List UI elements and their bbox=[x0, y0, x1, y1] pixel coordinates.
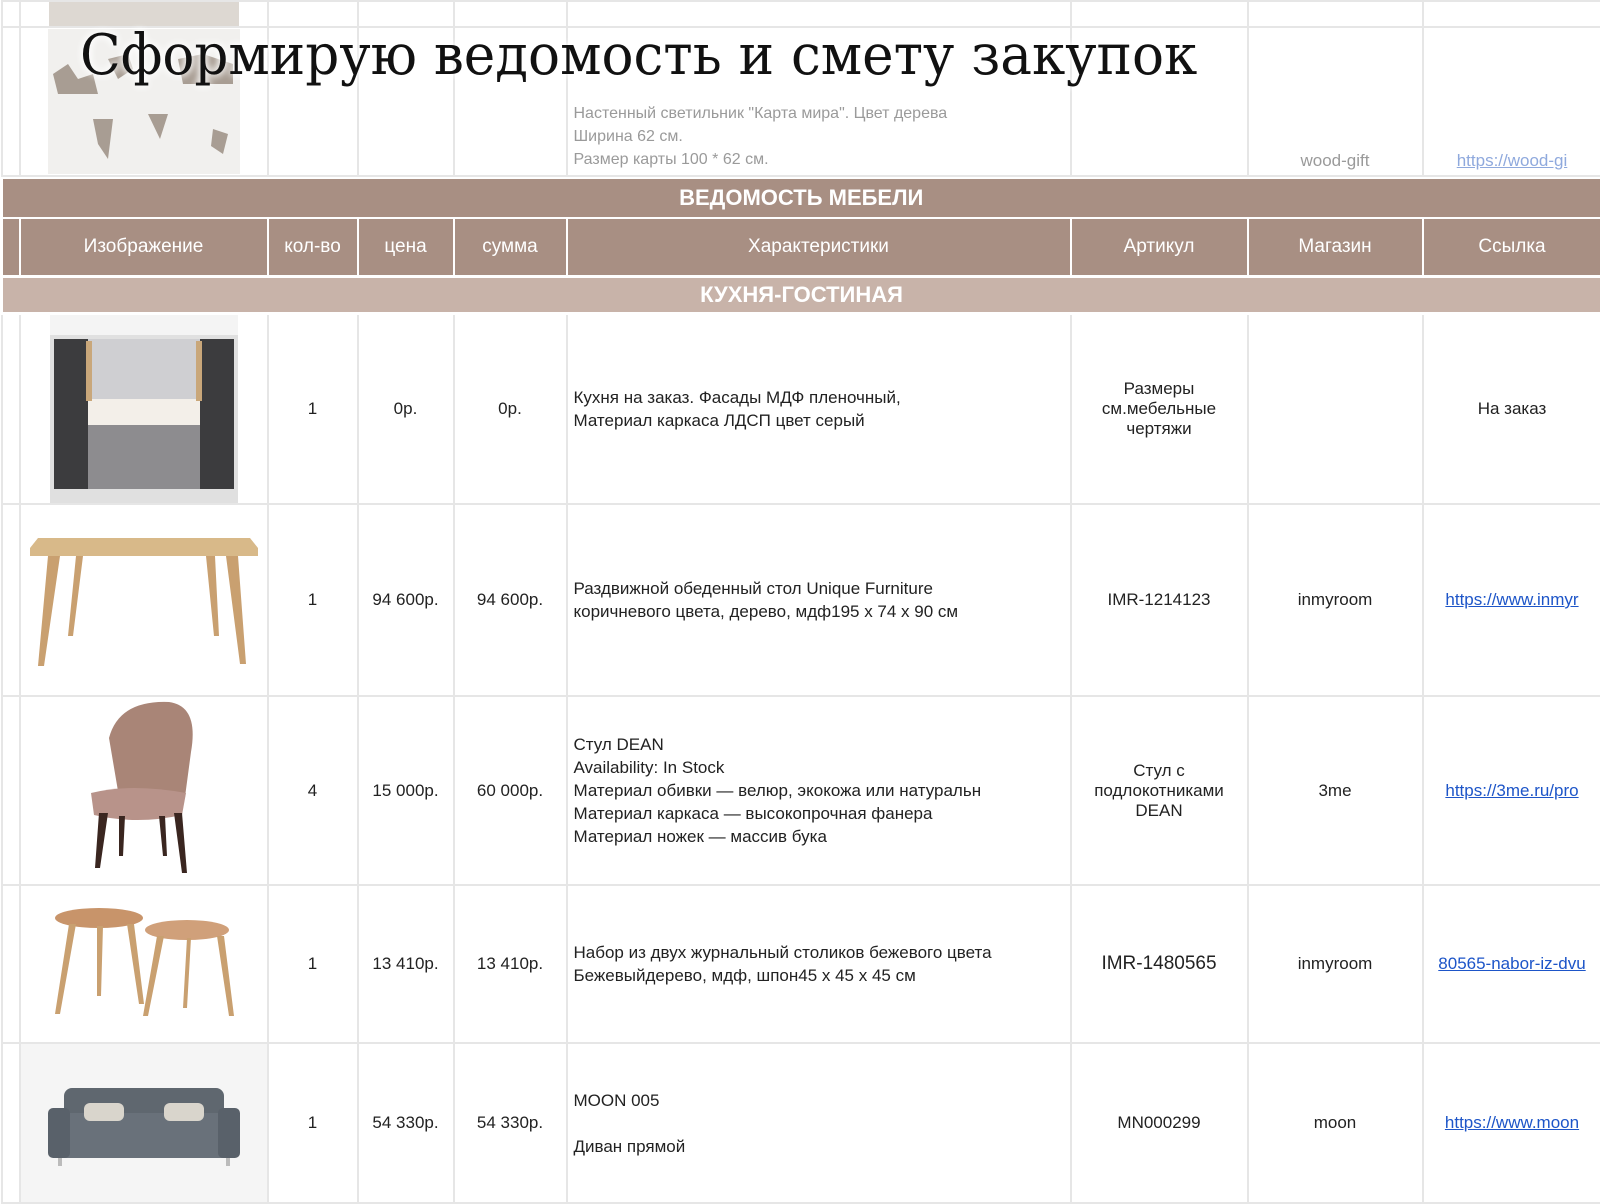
article-cell: MN000299 bbox=[1071, 1043, 1248, 1203]
table-row bbox=[2, 885, 1600, 1043]
qty-cell: 1 bbox=[268, 885, 358, 1043]
dining-table-image bbox=[20, 504, 268, 696]
kitchen-image bbox=[20, 313, 268, 504]
shop-cell: wood-gift bbox=[1248, 27, 1423, 176]
article-cell: IMR-1214123 bbox=[1071, 504, 1248, 696]
product-link[interactable]: https://3me.ru/pro bbox=[1445, 781, 1578, 800]
shop-cell: inmyroom bbox=[1248, 504, 1423, 696]
table-row bbox=[2, 504, 1600, 696]
table-row bbox=[2, 696, 1600, 885]
description-line: Настенный светильник "Карта мира". Цвет дерева bbox=[574, 102, 1070, 125]
product-link[interactable]: 80565-nabor-iz-dvu bbox=[1438, 954, 1585, 973]
overlay-title: Сформирую ведомость и смету закупок bbox=[80, 24, 1197, 88]
product-link[interactable]: https://www.moon bbox=[1445, 1113, 1579, 1132]
price-cell: 13 410р. bbox=[358, 885, 454, 1043]
description-line: Стул DEAN bbox=[574, 733, 1070, 756]
description-line: MOON 005 bbox=[574, 1089, 1070, 1112]
sum-cell: 54 330р. bbox=[454, 1043, 567, 1203]
article-line: чертяжи bbox=[1072, 419, 1247, 439]
table-row bbox=[2, 1043, 1600, 1203]
description-line: Материал ножек — массив бука bbox=[574, 825, 1070, 848]
sum-cell: 60 000р. bbox=[454, 696, 567, 885]
description-line: Набор из двух журнальный столиков бежевого цвета bbox=[574, 941, 1070, 964]
description-line: Ширина 62 см. bbox=[574, 125, 1070, 148]
shop-cell bbox=[1248, 313, 1423, 504]
shop-cell: moon bbox=[1248, 1043, 1423, 1203]
description-line: Материал каркаса — высокопрочная фанера bbox=[574, 802, 1070, 825]
header-sum: сумма bbox=[454, 218, 567, 276]
chair-image bbox=[20, 696, 268, 885]
price-cell: 15 000р. bbox=[358, 696, 454, 885]
qty-cell: 1 bbox=[268, 504, 358, 696]
coffee-tables-image bbox=[20, 885, 268, 1043]
description-line: коричневого цвета, дерево, мдф195 х 74 х 90 см bbox=[574, 600, 1070, 623]
description-line: Кухня на заказ. Фасады МДФ пленочный, bbox=[574, 386, 1070, 409]
description-line: Раздвижной обеденный стол Unique Furniture bbox=[574, 577, 1070, 600]
section-title: КУХНЯ-ГОСТИНАЯ bbox=[2, 276, 1600, 313]
header-price: цена bbox=[358, 218, 454, 276]
article-line: Стул с bbox=[1072, 761, 1247, 781]
price-cell: 94 600р. bbox=[358, 504, 454, 696]
product-link[interactable]: https://wood-gi bbox=[1457, 151, 1568, 170]
sofa-image bbox=[20, 1043, 268, 1203]
price-cell: 54 330р. bbox=[358, 1043, 454, 1203]
header-description: Характеристики bbox=[567, 218, 1071, 276]
description-line: Бежевыйдерево, мдф, шпон45 х 45 х 45 см bbox=[574, 964, 1070, 987]
description-line: Диван прямой bbox=[574, 1135, 1070, 1158]
header-row bbox=[2, 218, 1600, 276]
article-line: см.мебельные bbox=[1072, 399, 1247, 419]
description-line: Размер карты 100 * 62 см. bbox=[574, 148, 1070, 171]
qty-cell: 4 bbox=[268, 696, 358, 885]
header-article: Артикул bbox=[1071, 218, 1248, 276]
shop-cell: inmyroom bbox=[1248, 885, 1423, 1043]
qty-cell: 1 bbox=[268, 1043, 358, 1203]
sum-cell: 94 600р. bbox=[454, 504, 567, 696]
article-cell: IMR-1480565 bbox=[1071, 885, 1248, 1043]
product-link[interactable]: https://www.inmyr bbox=[1445, 590, 1578, 609]
sum-cell: 0р. bbox=[454, 313, 567, 504]
header-qty: кол-во bbox=[268, 218, 358, 276]
article-line: Размеры bbox=[1072, 379, 1247, 399]
description-line: Материал обивки — велюр, экокожа или натуральн bbox=[574, 779, 1070, 802]
link-cell: На заказ bbox=[1423, 313, 1600, 504]
header-image: Изображение bbox=[20, 218, 268, 276]
price-cell: 0р. bbox=[358, 313, 454, 504]
sum-cell: 13 410р. bbox=[454, 885, 567, 1043]
shop-cell: 3me bbox=[1248, 696, 1423, 885]
sheet-title: ВЕДОМОСТЬ МЕБЕЛИ bbox=[2, 178, 1600, 218]
header-shop: Магазин bbox=[1248, 218, 1423, 276]
qty-cell: 1 bbox=[268, 313, 358, 504]
article-line: DEAN bbox=[1072, 801, 1247, 821]
description-line: Материал каркаса ЛДСП цвет серый bbox=[574, 409, 1070, 432]
table-row bbox=[2, 313, 1600, 504]
header-link: Ссылка bbox=[1423, 218, 1600, 276]
article-line: подлокотниками bbox=[1072, 781, 1247, 801]
description-line: Availability: In Stock bbox=[574, 756, 1070, 779]
